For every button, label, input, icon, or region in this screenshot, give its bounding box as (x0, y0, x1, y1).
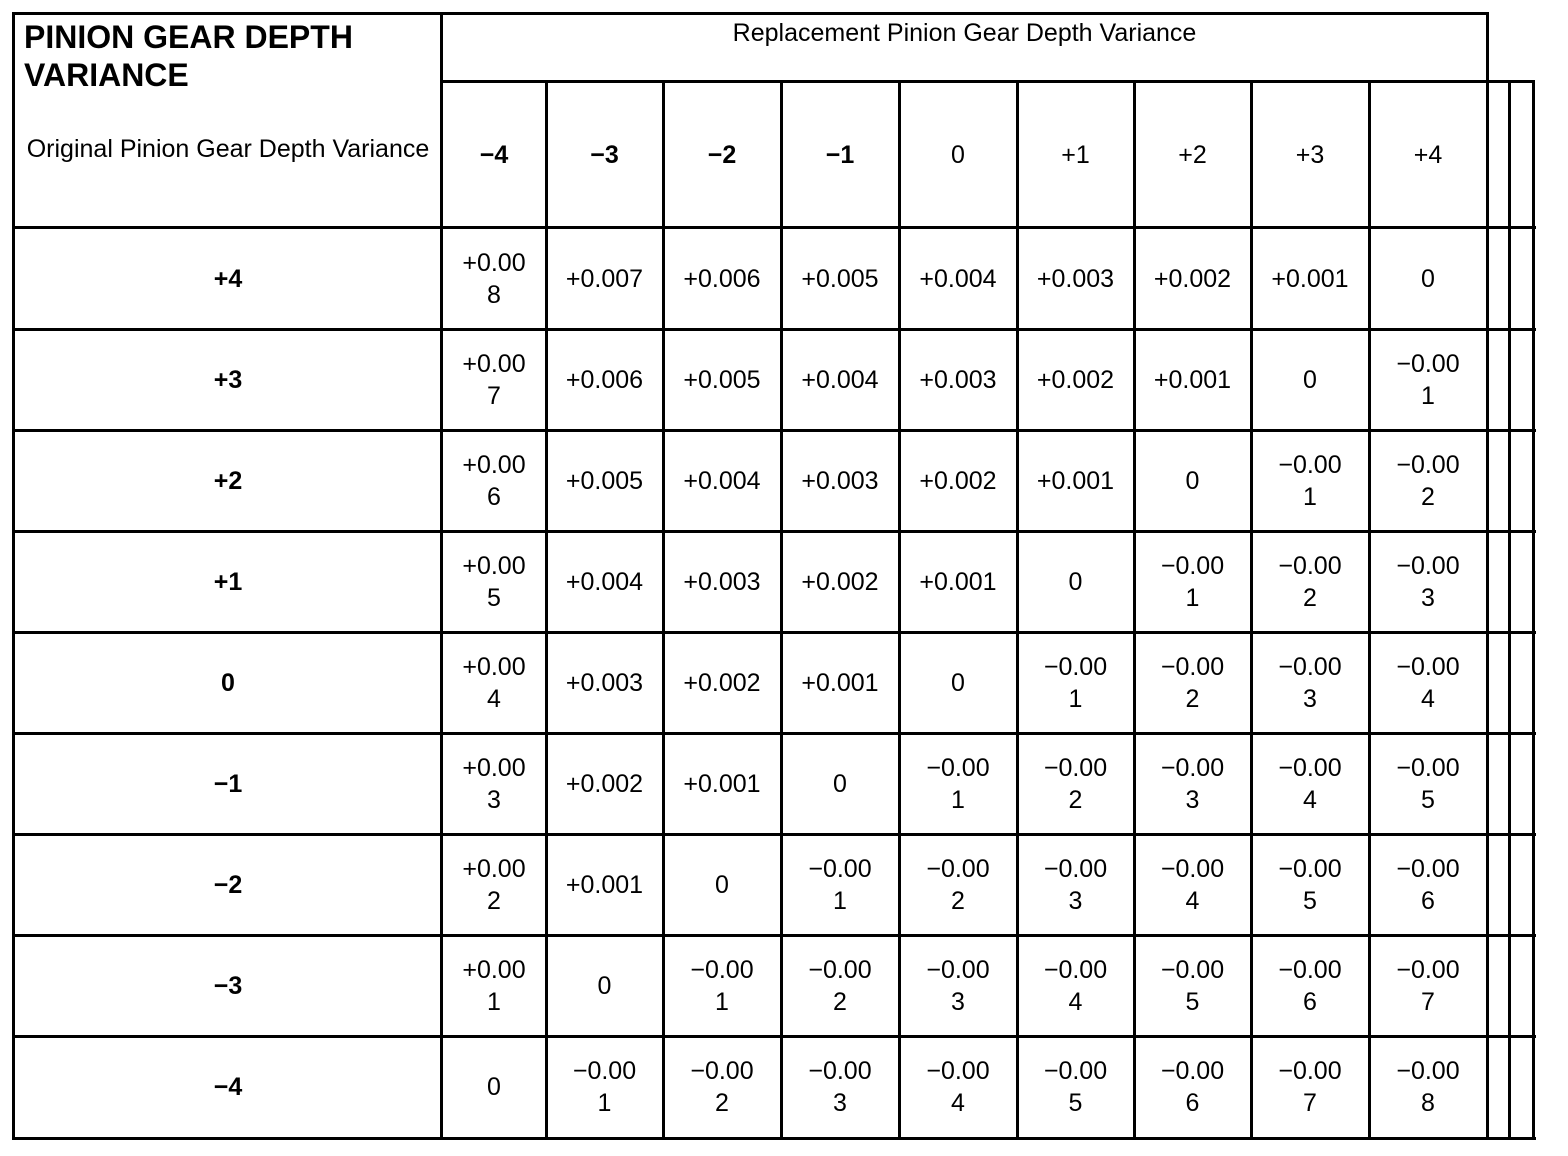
cell-text: +0.001 (565, 870, 644, 899)
cell-text: −0.00 (926, 955, 990, 984)
column-group-header: Replacement Pinion Gear Depth Variance (732, 19, 1197, 47)
cell-text: −0.00 (808, 854, 872, 883)
table-cell (899, 1036, 1017, 1137)
table-cell (1134, 228, 1251, 329)
cell-text: −0.00 (1160, 652, 1225, 681)
table-cell (663, 329, 781, 430)
cell-text: 0 (1185, 466, 1200, 495)
cell-text: −0.00 (1396, 450, 1460, 479)
table-cell (899, 430, 1017, 531)
cell-text: 0 (1421, 264, 1435, 293)
cell-text: −0.00 (1043, 753, 1108, 782)
cell-text: +0.005 (683, 365, 761, 394)
table-cell (1369, 1036, 1487, 1137)
table-cell (1017, 632, 1134, 733)
table-cell (1369, 632, 1487, 733)
table-cell (899, 228, 1017, 329)
cell-text: 1 (487, 987, 501, 1016)
cell-text: −0.00 (808, 1056, 872, 1085)
table-cell (442, 935, 546, 1036)
table-cell (1251, 329, 1369, 430)
cell-text: 3 (487, 785, 501, 814)
cell-text: −0.00 (926, 753, 990, 782)
table-cell (1134, 834, 1251, 935)
cell-text: −0.00 (1278, 955, 1342, 984)
cell-text: 0 (597, 971, 612, 1000)
cell-text: 0 (1068, 567, 1083, 596)
cell-text: −0.00 (1043, 652, 1108, 681)
cell-text: 1 (833, 886, 847, 915)
cell-text: 5 (487, 583, 501, 612)
grid-line (1508, 80, 1511, 1140)
cell-text: +0.006 (565, 365, 644, 394)
cell-text: 2 (1303, 583, 1317, 612)
cell-text: −0.00 (926, 1056, 990, 1085)
column-header: +4 (1413, 141, 1443, 169)
table-cell (1251, 834, 1369, 935)
table-cell (1369, 228, 1487, 329)
cell-text: −0.00 (1278, 854, 1342, 883)
cell-text: +0.003 (683, 567, 761, 596)
row-header: −1 (213, 769, 243, 798)
cell-text: +0.004 (683, 466, 761, 495)
table-cell (781, 228, 899, 329)
cell-text: 5 (1303, 886, 1317, 915)
cell-text: +0.003 (919, 365, 997, 394)
cell-text: 1 (951, 785, 965, 814)
table-cell (546, 733, 663, 834)
cell-text: −0.00 (808, 955, 872, 984)
cell-text: −0.00 (1043, 1056, 1108, 1085)
table-cell (1369, 329, 1487, 430)
table-cell (781, 834, 899, 935)
cell-text: −0.00 (1278, 1056, 1342, 1085)
cell-text: 0 (1303, 365, 1317, 394)
cell-text: −0.00 (1396, 753, 1460, 782)
cell-text: +0.002 (801, 567, 879, 596)
cell-text: 1 (1421, 381, 1435, 410)
column-header: −4 (479, 141, 509, 169)
cell-text: 2 (1185, 684, 1200, 713)
cell-text: +0.004 (801, 365, 879, 394)
cell-text: 2 (1421, 482, 1435, 511)
cell-text: 4 (1421, 684, 1435, 713)
cell-text: 3 (1303, 684, 1317, 713)
cell-text: −0.00 (1396, 1056, 1460, 1085)
table-cell (1134, 1036, 1251, 1137)
cell-text: 7 (1421, 987, 1435, 1016)
row-header: −3 (213, 971, 243, 1000)
table-cell (1017, 1036, 1134, 1137)
table-cell (781, 733, 899, 834)
cell-text: 7 (1303, 1088, 1317, 1117)
row-header: −2 (213, 870, 243, 899)
table-cell (1134, 430, 1251, 531)
cell-text: 2 (833, 987, 847, 1016)
grid-line (12, 12, 1488, 15)
cell-text: 3 (1185, 785, 1200, 814)
cell-text: 7 (487, 381, 501, 410)
cell-text: −0.00 (1278, 450, 1342, 479)
cell-text: −0.00 (1160, 753, 1225, 782)
cell-text: 2 (1068, 785, 1083, 814)
table-cell (1369, 733, 1487, 834)
cell-text: −0.00 (1396, 854, 1460, 883)
table-cell (1017, 228, 1134, 329)
table-cell (1369, 834, 1487, 935)
table-cell (546, 935, 663, 1036)
cell-text: 4 (1303, 785, 1317, 814)
row-header: +2 (213, 466, 243, 495)
table-cell (663, 632, 781, 733)
cell-text: 8 (1421, 1088, 1435, 1117)
table-cell (663, 228, 781, 329)
cell-text: −0.00 (1043, 955, 1108, 984)
table-cell (546, 632, 663, 733)
table-cell (781, 430, 899, 531)
table-cell (442, 531, 546, 632)
table-cell (1251, 430, 1369, 531)
cell-text: 5 (1185, 987, 1200, 1016)
cell-text: −0.00 (1160, 551, 1225, 580)
table-cell (781, 1036, 899, 1137)
cell-text: 3 (951, 987, 965, 1016)
cell-text: +0.00 (462, 753, 526, 782)
cell-text: 6 (1421, 886, 1435, 915)
table-cell (899, 632, 1017, 733)
column-header: 0 (951, 141, 965, 169)
row-axis-label: Original Pinion Gear Depth Variance (26, 135, 430, 163)
cell-text: +0.007 (565, 264, 644, 293)
cell-text: +0.002 (1153, 264, 1232, 293)
table-cell (546, 834, 663, 935)
cell-text: −0.00 (1278, 753, 1342, 782)
table-cell (442, 1036, 546, 1137)
table-cell (442, 733, 546, 834)
table-cell (663, 935, 781, 1036)
table-cell (781, 329, 899, 430)
table-cell (546, 329, 663, 430)
table-title: PINION GEAR DEPTH VARIANCE (24, 19, 353, 93)
table-cell (781, 935, 899, 1036)
cell-text: 3 (833, 1088, 847, 1117)
cell-text: +0.005 (801, 264, 879, 293)
grid-line (1486, 12, 1489, 82)
cell-text: +0.004 (919, 264, 997, 293)
row-header: 0 (221, 668, 235, 697)
table-cell (1017, 834, 1134, 935)
column-header: +2 (1178, 141, 1207, 169)
cell-text: +0.005 (565, 466, 644, 495)
cell-text: 2 (715, 1088, 729, 1117)
cell-text: −0.00 (690, 955, 754, 984)
cell-text: +0.004 (565, 567, 644, 596)
cell-text: +0.001 (1153, 365, 1232, 394)
table-cell (546, 531, 663, 632)
cell-text: +0.002 (1036, 365, 1115, 394)
cell-text: +0.00 (462, 854, 526, 883)
cell-text: −0.00 (1396, 652, 1460, 681)
table-cell (663, 531, 781, 632)
table-cell (1251, 733, 1369, 834)
cell-text: +0.001 (919, 567, 997, 596)
table-cell (899, 531, 1017, 632)
cell-text: −0.00 (1396, 551, 1460, 580)
cell-text: +0.00 (462, 551, 526, 580)
table-cell (899, 834, 1017, 935)
cell-text: 0 (833, 769, 847, 798)
table-cell (663, 733, 781, 834)
table-cell (1134, 935, 1251, 1036)
cell-text: 4 (487, 684, 501, 713)
table-cell (442, 834, 546, 935)
cell-text: −0.00 (926, 854, 990, 883)
table-cell (442, 430, 546, 531)
cell-text: 6 (1185, 1088, 1200, 1117)
row-header: −4 (213, 1072, 243, 1101)
table-cell (899, 935, 1017, 1036)
table-cell (1017, 531, 1134, 632)
table-cell (546, 1036, 663, 1137)
table-cell (899, 329, 1017, 430)
cell-text: −0.00 (1278, 551, 1342, 580)
table-cell (1369, 935, 1487, 1036)
cell-text: +0.001 (683, 769, 761, 798)
table-cell (1017, 935, 1134, 1036)
cell-text: −0.00 (1160, 854, 1225, 883)
cell-text: 5 (1421, 785, 1435, 814)
table-cell (1251, 935, 1369, 1036)
cell-text: 2 (951, 886, 965, 915)
table-cell (781, 531, 899, 632)
cell-text: −0.00 (572, 1056, 637, 1085)
cell-text: −0.00 (690, 1056, 754, 1085)
grid-line (1532, 80, 1535, 1140)
table-cell (442, 228, 546, 329)
cell-text: +0.003 (565, 668, 644, 697)
table-cell (1369, 430, 1487, 531)
table-cell (1134, 632, 1251, 733)
cell-text: +0.001 (1271, 264, 1349, 293)
table-cell (1369, 531, 1487, 632)
table-cell (663, 834, 781, 935)
cell-text: 6 (1303, 987, 1317, 1016)
cell-text: 4 (1185, 886, 1200, 915)
table-cell (1134, 733, 1251, 834)
cell-text: 1 (715, 987, 729, 1016)
table-cell (1017, 430, 1134, 531)
cell-text: −0.00 (1278, 652, 1342, 681)
table-cell (663, 1036, 781, 1137)
cell-text: 6 (487, 482, 501, 511)
table-cell (663, 430, 781, 531)
table-cell (1017, 733, 1134, 834)
grid-line (12, 1137, 1536, 1140)
cell-text: 4 (951, 1088, 965, 1117)
table-cell (1134, 329, 1251, 430)
table-cell (1134, 531, 1251, 632)
cell-text: 1 (1068, 684, 1083, 713)
column-header: −2 (707, 141, 737, 169)
cell-text: 0 (715, 870, 729, 899)
cell-text: 1 (597, 1088, 612, 1117)
cell-text: 3 (1068, 886, 1083, 915)
cell-text: +0.00 (462, 652, 526, 681)
cell-text: −0.00 (1160, 955, 1225, 984)
cell-text: −0.00 (1160, 1056, 1225, 1085)
cell-text: 0 (951, 668, 965, 697)
cell-text: 1 (1303, 482, 1317, 511)
column-header: +3 (1295, 141, 1325, 169)
cell-text: +0.002 (919, 466, 997, 495)
table-cell (1017, 329, 1134, 430)
cell-text: −0.00 (1396, 955, 1460, 984)
cell-text: +0.002 (683, 668, 761, 697)
row-header: +3 (213, 365, 243, 394)
cell-text: −0.00 (1396, 349, 1460, 378)
table-cell (1251, 632, 1369, 733)
table-cell (442, 329, 546, 430)
cell-text: +0.00 (462, 248, 526, 277)
cell-text: +0.001 (801, 668, 879, 697)
table-cell (546, 430, 663, 531)
cell-text: +0.00 (462, 450, 526, 479)
table-cell (442, 632, 546, 733)
cell-text: +0.00 (462, 955, 526, 984)
cell-text: +0.002 (565, 769, 644, 798)
column-header: −3 (590, 141, 619, 169)
table-cell (546, 228, 663, 329)
row-header: +4 (213, 264, 243, 293)
cell-text: 3 (1421, 583, 1435, 612)
cell-text: +0.006 (683, 264, 761, 293)
table-cell (1251, 1036, 1369, 1137)
cell-text: +0.00 (462, 349, 526, 378)
table-cell (1251, 531, 1369, 632)
cell-text: +0.003 (801, 466, 879, 495)
cell-text: +0.003 (1036, 264, 1115, 293)
cell-text: 4 (1068, 987, 1083, 1016)
cell-text: −0.00 (1043, 854, 1108, 883)
table-cell (781, 632, 899, 733)
column-header: +1 (1061, 141, 1090, 169)
cell-text: 2 (487, 886, 501, 915)
cell-text: 0 (487, 1072, 501, 1101)
table-cell (899, 733, 1017, 834)
cell-text: 5 (1068, 1088, 1083, 1117)
cell-text: +0.001 (1036, 466, 1115, 495)
cell-text: 1 (1185, 583, 1200, 612)
cell-text: 8 (487, 280, 501, 309)
table-cell (1251, 228, 1369, 329)
row-header: +1 (213, 567, 243, 596)
column-header: −1 (825, 141, 855, 169)
